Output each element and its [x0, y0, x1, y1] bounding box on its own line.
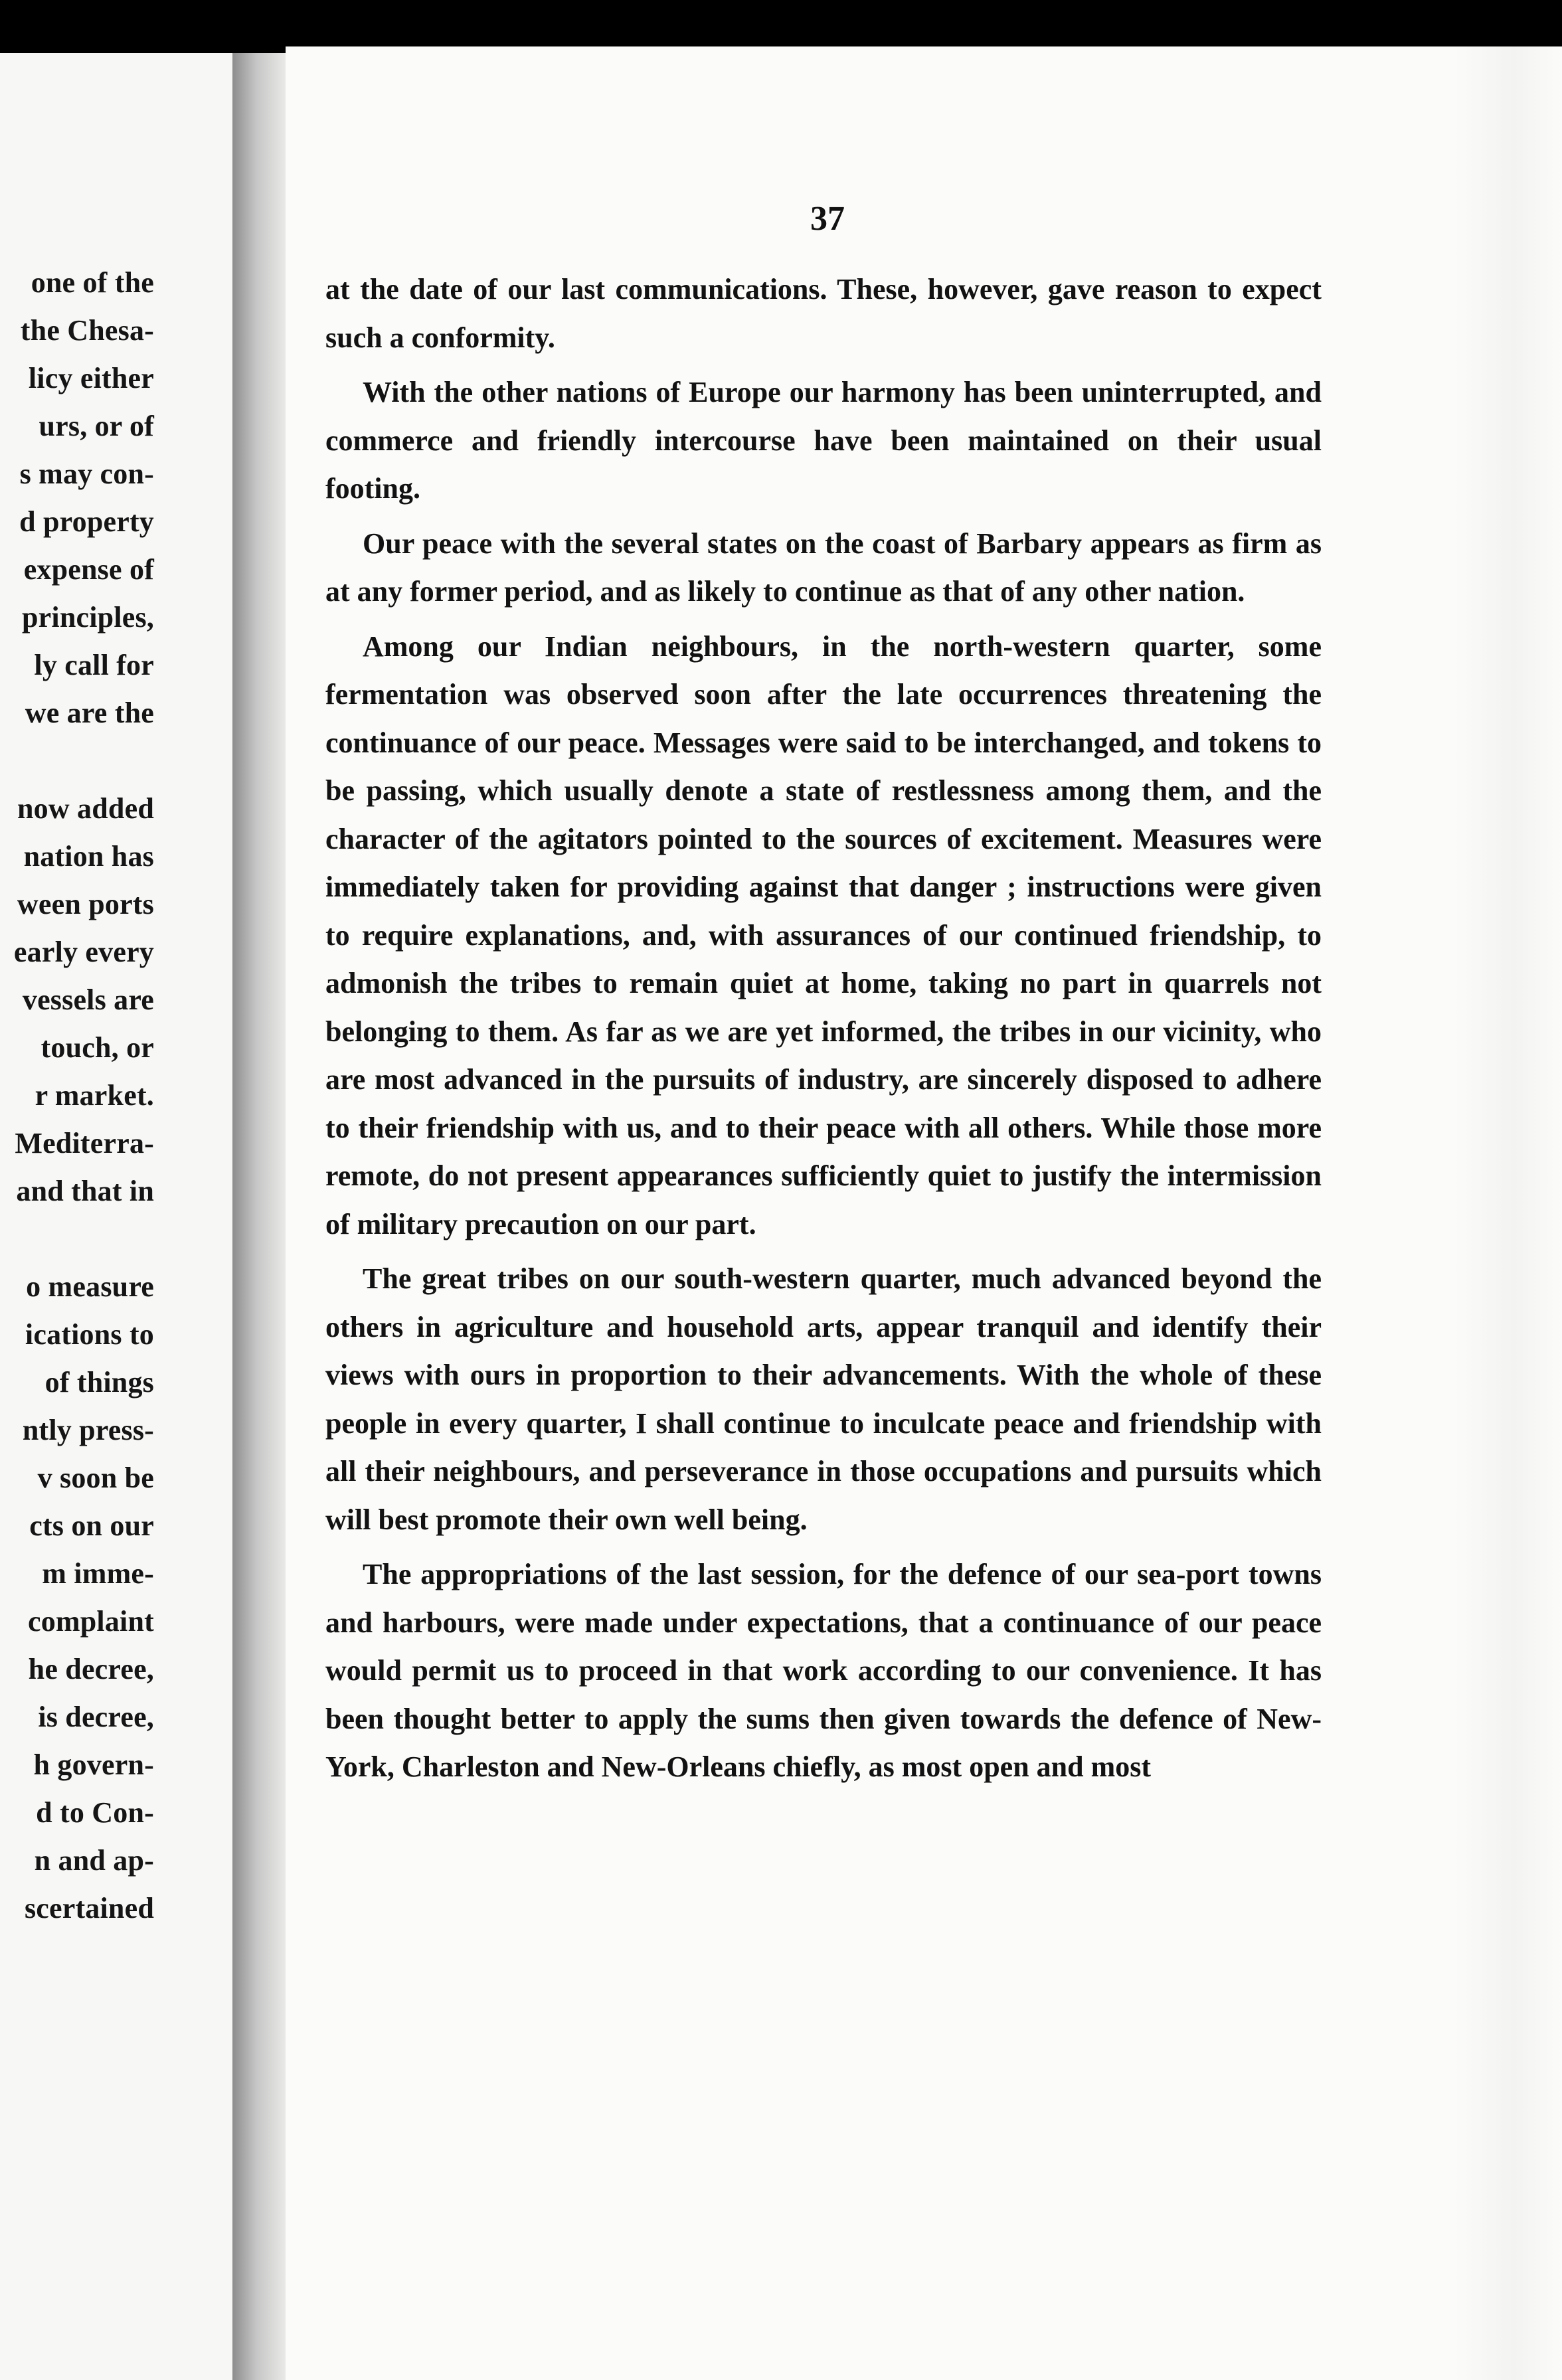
left-page-line: ications to: [25, 1318, 154, 1351]
left-page-line: now added: [17, 792, 154, 825]
left-page-line: expense of: [23, 553, 154, 586]
left-page-line: scertained: [24, 1892, 154, 1924]
left-page-line: licy either: [28, 362, 154, 394]
paragraph: The appropriations of the last session, for the defence of our sea-port towns and harbours, were made under expectations, that a continuance of our peace would permit us to proceed in that work according to our convenience. It has been thought better to apply the sums then given towards the defence of New-York, Charleston and New-Orleans chiefly, as most open and most: [325, 1558, 1322, 1783]
left-page-line: n and ap-: [34, 1844, 154, 1877]
left-page-line: Mediterra-: [15, 1127, 154, 1159]
paragraph: at the date of our last communications. These, however, gave reason to expect such a conformity.: [325, 273, 1322, 354]
left-page-line: and that in: [16, 1175, 154, 1207]
left-page-line: cts on our: [29, 1509, 154, 1542]
paragraph: Among our Indian neighbours, in the north-western quarter, some fermentation was observed soon after the late occurrences threatening the continuance of our peace. Messages were said to be interchanged, and tokens to be passing, which usually denote a state of restlessness among them, and the character of the agitators pointed to the sources of excitement. Measures were immediately taken for providing against that danger ; instructions were given to require explanations, and, with assurances of our continued friendship, to admonish the tribes to remain quiet at home, taking no part in quarrels not belonging to them. As far as we are yet informed, the tribes in our vicinity, who are most advanced in the pursuits of industry, are sincerely disposed to adhere to their friendship with us, and to their peace with all others. While those more remote, do not present appearances sufficiently quiet to justify the intermission of military precaution on our part.: [325, 630, 1322, 1240]
left-page-line: touch, or: [41, 1031, 154, 1064]
left-page-line: ly call for: [34, 649, 154, 681]
left-page-line: s may con-: [19, 458, 154, 490]
left-page-line: h govern-: [33, 1748, 154, 1781]
left-page-line: d to Con-: [36, 1796, 154, 1829]
left-page-line: urs, or of: [39, 410, 154, 442]
paragraph: With the other nations of Europe our harmony has been uninterrupted, and commerce and friendly intercourse have been maintained on their usual footing.: [325, 376, 1322, 505]
left-page-line: ween ports: [17, 888, 154, 920]
left-page-line: one of the: [31, 266, 154, 299]
left-page-line: m imme-: [42, 1557, 154, 1590]
left-page-line: of things: [44, 1366, 154, 1399]
left-page-line: we are the: [25, 697, 154, 729]
book-gutter: [232, 53, 286, 2380]
left-page-line: the Chesa-: [20, 314, 154, 347]
left-page-line: nation has: [23, 840, 154, 873]
left-page-line: is decree,: [38, 1701, 154, 1733]
left-page-line: vessels are: [22, 983, 154, 1016]
page-number: 37: [810, 200, 845, 238]
left-page-line: r market.: [35, 1079, 154, 1112]
left-page-line: o measure: [26, 1270, 154, 1303]
left-page-line: complaint: [27, 1605, 154, 1638]
paragraph: The great tribes on our south-western quarter, much advanced beyond the others in agriculture and household arts, appear tranquil and identify their views with ours in proportion to their advancements. With the whole of these people in every quarter, I shall continue to inculcate peace and friendship with all their neighbours, and perseverance in those occupations and pursuits which will best promote their own well being.: [325, 1262, 1322, 1536]
page-body-text: [325, 266, 1322, 1798]
left-page-line: d property: [19, 505, 154, 538]
paragraph: Our peace with the several states on the coast of Barbary appears as firm as at any former period, and as likely to continue as that of any other nation.: [325, 527, 1322, 608]
left-page-line: principles,: [22, 601, 154, 634]
page-edge-shading: [1454, 46, 1562, 2380]
left-page: [0, 53, 232, 2380]
left-page-line: he decree,: [28, 1653, 154, 1685]
left-page-line: early every: [13, 936, 154, 968]
left-page-line: ntly press-: [22, 1414, 154, 1446]
left-page-line: v soon be: [37, 1462, 154, 1494]
